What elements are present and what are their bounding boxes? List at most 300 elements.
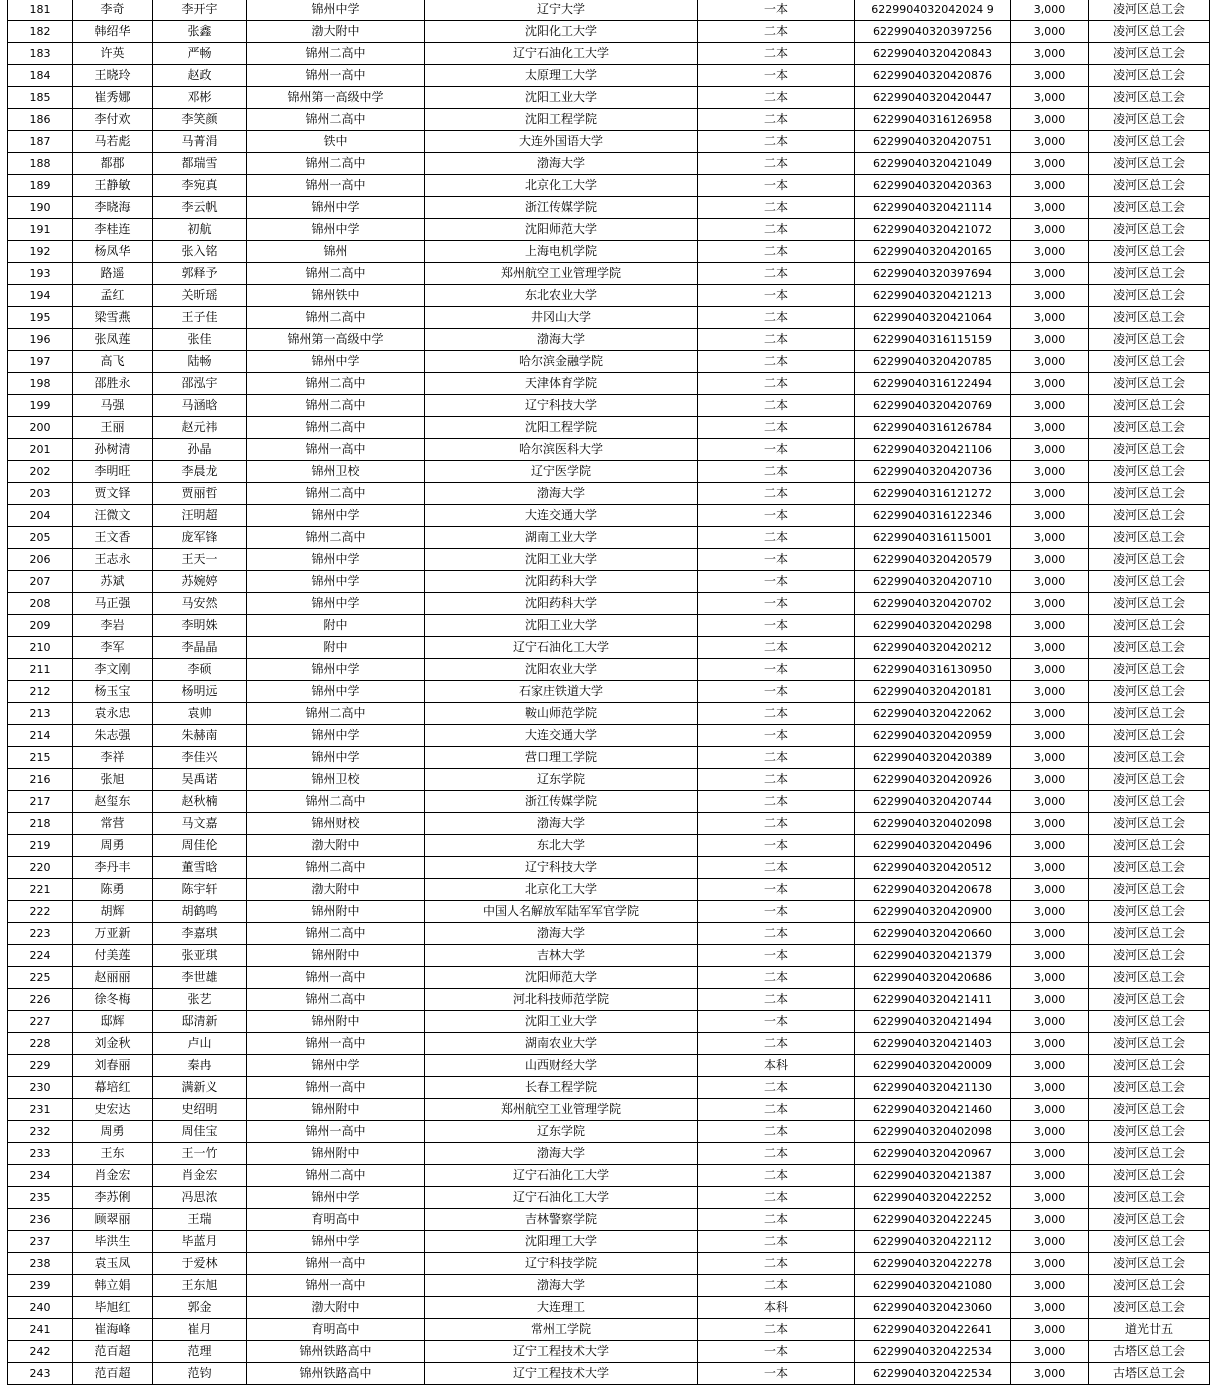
university-cell: 井冈山大学	[425, 307, 698, 329]
university-cell: 中国人名解放军陆军军官学院	[425, 901, 698, 923]
union-org-cell: 凌河区总工会	[1089, 219, 1210, 241]
admission-tier-cell: 二本	[698, 87, 855, 109]
parent-name-cell: 马若彪	[73, 131, 153, 153]
row-number-cell: 238	[8, 1253, 73, 1275]
amount-cell: 3,000	[1011, 1121, 1089, 1143]
high-school-cell: 锦州中学	[247, 505, 425, 527]
amount-cell: 3,000	[1011, 879, 1089, 901]
high-school-cell: 锦州中学	[247, 1187, 425, 1209]
admission-tier-cell: 二本	[698, 153, 855, 175]
student-name-cell: 王一竹	[153, 1143, 247, 1165]
amount-cell: 3,000	[1011, 967, 1089, 989]
parent-name-cell: 王静敏	[73, 175, 153, 197]
bank-account-cell: 62299040320420512	[855, 857, 1011, 879]
high-school-cell: 锦州	[247, 241, 425, 263]
union-org-cell: 凌河区总工会	[1089, 439, 1210, 461]
high-school-cell: 锦州一高中	[247, 439, 425, 461]
bank-account-cell: 62299040320420165	[855, 241, 1011, 263]
university-cell: 天津体育学院	[425, 373, 698, 395]
parent-name-cell: 孟红	[73, 285, 153, 307]
bank-account-cell: 62299040320420876	[855, 65, 1011, 87]
student-name-cell: 初航	[153, 219, 247, 241]
admission-tier-cell: 一本	[698, 681, 855, 703]
table-row	[8, 329, 1210, 351]
row-number-cell: 235	[8, 1187, 73, 1209]
high-school-cell: 渤大附中	[247, 835, 425, 857]
union-org-cell: 凌河区总工会	[1089, 351, 1210, 373]
amount-cell: 3,000	[1011, 989, 1089, 1011]
bank-account-cell: 62299040316115001	[855, 527, 1011, 549]
high-school-cell: 育明高中	[247, 1319, 425, 1341]
amount-cell: 3,000	[1011, 1363, 1089, 1385]
amount-cell: 3,000	[1011, 1099, 1089, 1121]
admission-tier-cell: 二本	[698, 219, 855, 241]
parent-name-cell: 王东	[73, 1143, 153, 1165]
high-school-cell: 锦州二高中	[247, 483, 425, 505]
amount-cell: 3,000	[1011, 109, 1089, 131]
amount-cell: 3,000	[1011, 483, 1089, 505]
parent-name-cell: 崔海峰	[73, 1319, 153, 1341]
amount-cell: 3,000	[1011, 681, 1089, 703]
table-row	[8, 65, 1210, 87]
university-cell: 辽宁工程技术大学	[425, 1363, 698, 1385]
student-name-cell: 赵政	[153, 65, 247, 87]
admission-tier-cell: 二本	[698, 791, 855, 813]
admission-tier-cell: 二本	[698, 1231, 855, 1253]
row-number-cell: 210	[8, 637, 73, 659]
union-org-cell: 凌河区总工会	[1089, 285, 1210, 307]
admission-tier-cell: 二本	[698, 703, 855, 725]
table-row	[8, 835, 1210, 857]
university-cell: 东北大学	[425, 835, 698, 857]
bank-account-cell: 62299040320421114	[855, 197, 1011, 219]
bank-account-cell: 62299040320420363	[855, 175, 1011, 197]
admission-tier-cell: 一本	[698, 439, 855, 461]
table-row	[8, 637, 1210, 659]
admission-tier-cell: 二本	[698, 857, 855, 879]
table-row	[8, 483, 1210, 505]
parent-name-cell: 汪微文	[73, 505, 153, 527]
row-number-cell: 196	[8, 329, 73, 351]
high-school-cell: 锦州二高中	[247, 527, 425, 549]
amount-cell: 3,000	[1011, 329, 1089, 351]
high-school-cell: 锦州中学	[247, 659, 425, 681]
university-cell: 辽宁石油化工大学	[425, 1187, 698, 1209]
admission-tier-cell: 二本	[698, 1275, 855, 1297]
admission-tier-cell: 二本	[698, 43, 855, 65]
student-name-cell: 周佳宝	[153, 1121, 247, 1143]
union-org-cell: 凌河区总工会	[1089, 43, 1210, 65]
row-number-cell: 225	[8, 967, 73, 989]
row-number-cell: 239	[8, 1275, 73, 1297]
parent-name-cell: 范百超	[73, 1363, 153, 1385]
student-name-cell: 王子佳	[153, 307, 247, 329]
amount-cell: 3,000	[1011, 527, 1089, 549]
parent-name-cell: 李苏俐	[73, 1187, 153, 1209]
admission-tier-cell: 二本	[698, 637, 855, 659]
admission-tier-cell: 二本	[698, 1187, 855, 1209]
bank-account-cell: 62299040320420785	[855, 351, 1011, 373]
high-school-cell: 锦州财校	[247, 813, 425, 835]
amount-cell: 3,000	[1011, 703, 1089, 725]
bank-account-cell: 62299040320421403	[855, 1033, 1011, 1055]
high-school-cell: 锦州二高中	[247, 857, 425, 879]
amount-cell: 3,000	[1011, 351, 1089, 373]
admission-tier-cell: 一本	[698, 1341, 855, 1363]
student-name-cell: 马涵晗	[153, 395, 247, 417]
high-school-cell: 锦州二高中	[247, 923, 425, 945]
admission-tier-cell: 二本	[698, 527, 855, 549]
bank-account-cell: 62299040316126784	[855, 417, 1011, 439]
parent-name-cell: 高飞	[73, 351, 153, 373]
student-name-cell: 张佳	[153, 329, 247, 351]
amount-cell: 3,000	[1011, 131, 1089, 153]
high-school-cell: 锦州卫校	[247, 769, 425, 791]
high-school-cell: 锦州二高中	[247, 307, 425, 329]
union-org-cell: 凌河区总工会	[1089, 813, 1210, 835]
bank-account-cell: 62299040320420967	[855, 1143, 1011, 1165]
table-row	[8, 21, 1210, 43]
bank-account-cell: 62299040320421494	[855, 1011, 1011, 1033]
bank-account-cell: 62299040320421049	[855, 153, 1011, 175]
parent-name-cell: 马正强	[73, 593, 153, 615]
amount-cell: 3,000	[1011, 307, 1089, 329]
amount-cell: 3,000	[1011, 0, 1089, 21]
row-number-cell: 191	[8, 219, 73, 241]
high-school-cell: 锦州第一高级中学	[247, 87, 425, 109]
parent-name-cell: 朱志强	[73, 725, 153, 747]
table-row	[8, 1143, 1210, 1165]
table-row	[8, 1165, 1210, 1187]
university-cell: 太原理工大学	[425, 65, 698, 87]
union-org-cell: 凌河区总工会	[1089, 945, 1210, 967]
table-row	[8, 703, 1210, 725]
parent-name-cell: 常营	[73, 813, 153, 835]
row-number-cell: 202	[8, 461, 73, 483]
amount-cell: 3,000	[1011, 1275, 1089, 1297]
admission-tier-cell: 二本	[698, 1143, 855, 1165]
row-number-cell: 236	[8, 1209, 73, 1231]
amount-cell: 3,000	[1011, 439, 1089, 461]
high-school-cell: 锦州铁中	[247, 285, 425, 307]
parent-name-cell: 都郡	[73, 153, 153, 175]
union-org-cell: 凌河区总工会	[1089, 791, 1210, 813]
university-cell: 辽宁石油化工大学	[425, 1165, 698, 1187]
row-number-cell: 228	[8, 1033, 73, 1055]
student-name-cell: 马文嘉	[153, 813, 247, 835]
high-school-cell: 锦州中学	[247, 0, 425, 21]
university-cell: 辽宁石油化工大学	[425, 637, 698, 659]
table-row	[8, 461, 1210, 483]
high-school-cell: 锦州中学	[247, 1055, 425, 1077]
high-school-cell: 锦州二高中	[247, 395, 425, 417]
bank-account-cell: 62299040320420298	[855, 615, 1011, 637]
union-org-cell: 凌河区总工会	[1089, 0, 1210, 21]
parent-name-cell: 王志永	[73, 549, 153, 571]
table-row	[8, 395, 1210, 417]
row-number-cell: 189	[8, 175, 73, 197]
high-school-cell: 锦州中学	[247, 747, 425, 769]
admission-tier-cell: 一本	[698, 879, 855, 901]
university-cell: 沈阳工业大学	[425, 615, 698, 637]
bank-account-cell: 62299040320420181	[855, 681, 1011, 703]
parent-name-cell: 万亚新	[73, 923, 153, 945]
parent-name-cell: 范百超	[73, 1341, 153, 1363]
amount-cell: 3,000	[1011, 637, 1089, 659]
admission-tier-cell: 一本	[698, 65, 855, 87]
admission-tier-cell: 二本	[698, 483, 855, 505]
row-number-cell: 211	[8, 659, 73, 681]
high-school-cell: 附中	[247, 615, 425, 637]
bank-account-cell: 62299040320420959	[855, 725, 1011, 747]
high-school-cell: 锦州中学	[247, 681, 425, 703]
union-org-cell: 凌河区总工会	[1089, 967, 1210, 989]
union-org-cell: 凌河区总工会	[1089, 571, 1210, 593]
admission-tier-cell: 二本	[698, 307, 855, 329]
high-school-cell: 锦州一高中	[247, 65, 425, 87]
amount-cell: 3,000	[1011, 945, 1089, 967]
admission-tier-cell: 二本	[698, 241, 855, 263]
bank-account-cell: 62299040320420926	[855, 769, 1011, 791]
amount-cell: 3,000	[1011, 87, 1089, 109]
high-school-cell: 育明高中	[247, 1209, 425, 1231]
table-row	[8, 769, 1210, 791]
table-row	[8, 1253, 1210, 1275]
table-row	[8, 593, 1210, 615]
row-number-cell: 240	[8, 1297, 73, 1319]
bank-account-cell: 6229904032042024 9	[855, 0, 1011, 21]
row-number-cell: 208	[8, 593, 73, 615]
table-row	[8, 505, 1210, 527]
bank-account-cell: 62299040320422641	[855, 1319, 1011, 1341]
union-org-cell: 凌河区总工会	[1089, 527, 1210, 549]
bank-account-cell: 62299040320423060	[855, 1297, 1011, 1319]
student-name-cell: 董雪晗	[153, 857, 247, 879]
admission-tier-cell: 二本	[698, 109, 855, 131]
row-number-cell: 201	[8, 439, 73, 461]
amount-cell: 3,000	[1011, 835, 1089, 857]
row-number-cell: 215	[8, 747, 73, 769]
university-cell: 哈尔滨金融学院	[425, 351, 698, 373]
amount-cell: 3,000	[1011, 813, 1089, 835]
admission-tier-cell: 一本	[698, 549, 855, 571]
student-name-cell: 张鑫	[153, 21, 247, 43]
union-org-cell: 凌河区总工会	[1089, 263, 1210, 285]
parent-name-cell: 王晓玲	[73, 65, 153, 87]
parent-name-cell: 赵丽丽	[73, 967, 153, 989]
bank-account-cell: 62299040320421387	[855, 1165, 1011, 1187]
bank-account-cell: 62299040320420447	[855, 87, 1011, 109]
admission-tier-cell: 一本	[698, 945, 855, 967]
high-school-cell: 锦州铁路高中	[247, 1363, 425, 1385]
parent-name-cell: 周勇	[73, 1121, 153, 1143]
student-name-cell: 张入铭	[153, 241, 247, 263]
amount-cell: 3,000	[1011, 43, 1089, 65]
student-name-cell: 马安然	[153, 593, 247, 615]
student-name-cell: 李硕	[153, 659, 247, 681]
university-cell: 渤海大学	[425, 923, 698, 945]
row-number-cell: 221	[8, 879, 73, 901]
university-cell: 北京化工大学	[425, 175, 698, 197]
amount-cell: 3,000	[1011, 901, 1089, 923]
bank-account-cell: 62299040320420579	[855, 549, 1011, 571]
university-cell: 北京化工大学	[425, 879, 698, 901]
bank-account-cell: 62299040320422278	[855, 1253, 1011, 1275]
amount-cell: 3,000	[1011, 725, 1089, 747]
high-school-cell: 锦州二高中	[247, 153, 425, 175]
union-org-cell: 凌河区总工会	[1089, 681, 1210, 703]
table-row	[8, 945, 1210, 967]
high-school-cell: 锦州一高中	[247, 1253, 425, 1275]
row-number-cell: 200	[8, 417, 73, 439]
university-cell: 吉林大学	[425, 945, 698, 967]
high-school-cell: 锦州中学	[247, 593, 425, 615]
admission-tier-cell: 二本	[698, 131, 855, 153]
bank-account-cell: 62299040320422534	[855, 1363, 1011, 1385]
table-row	[8, 615, 1210, 637]
amount-cell: 3,000	[1011, 923, 1089, 945]
table-row	[8, 307, 1210, 329]
row-number-cell: 188	[8, 153, 73, 175]
row-number-cell: 218	[8, 813, 73, 835]
amount-cell: 3,000	[1011, 571, 1089, 593]
parent-name-cell: 李祥	[73, 747, 153, 769]
row-number-cell: 237	[8, 1231, 73, 1253]
student-name-cell: 范理	[153, 1341, 247, 1363]
union-org-cell: 凌河区总工会	[1089, 395, 1210, 417]
bank-account-cell: 62299040320421080	[855, 1275, 1011, 1297]
bank-account-cell: 62299040320420389	[855, 747, 1011, 769]
high-school-cell: 锦州附中	[247, 945, 425, 967]
table-row	[8, 1297, 1210, 1319]
university-cell: 鞍山师范学院	[425, 703, 698, 725]
student-name-cell: 袁帅	[153, 703, 247, 725]
row-number-cell: 230	[8, 1077, 73, 1099]
admission-tier-cell: 二本	[698, 1209, 855, 1231]
high-school-cell: 锦州卫校	[247, 461, 425, 483]
high-school-cell: 锦州中学	[247, 351, 425, 373]
university-cell: 辽宁科技大学	[425, 395, 698, 417]
table-row	[8, 131, 1210, 153]
admission-tier-cell: 二本	[698, 395, 855, 417]
university-cell: 哈尔滨医科大学	[425, 439, 698, 461]
row-number-cell: 212	[8, 681, 73, 703]
table-row	[8, 1231, 1210, 1253]
university-cell: 沈阳工业大学	[425, 87, 698, 109]
union-org-cell: 凌河区总工会	[1089, 1121, 1210, 1143]
student-name-cell: 吴禹诺	[153, 769, 247, 791]
table-row	[8, 1319, 1210, 1341]
bank-account-cell: 62299040316126958	[855, 109, 1011, 131]
bank-account-cell: 62299040320421130	[855, 1077, 1011, 1099]
admission-tier-cell: 二本	[698, 351, 855, 373]
union-org-cell: 凌河区总工会	[1089, 109, 1210, 131]
table-row	[8, 571, 1210, 593]
parent-name-cell: 毕旭红	[73, 1297, 153, 1319]
parent-name-cell: 袁玉凤	[73, 1253, 153, 1275]
union-org-cell: 凌河区总工会	[1089, 923, 1210, 945]
parent-name-cell: 孙树清	[73, 439, 153, 461]
amount-cell: 3,000	[1011, 593, 1089, 615]
university-cell: 常州工学院	[425, 1319, 698, 1341]
bank-account-cell: 62299040320422534	[855, 1341, 1011, 1363]
high-school-cell: 锦州一高中	[247, 1275, 425, 1297]
amount-cell: 3,000	[1011, 65, 1089, 87]
student-name-cell: 李嘉琪	[153, 923, 247, 945]
admission-tier-cell: 一本	[698, 901, 855, 923]
admission-tier-cell: 二本	[698, 923, 855, 945]
admission-tier-cell: 一本	[698, 175, 855, 197]
student-name-cell: 陈宇轩	[153, 879, 247, 901]
row-number-cell: 234	[8, 1165, 73, 1187]
admission-tier-cell: 二本	[698, 1033, 855, 1055]
parent-name-cell: 韩绍华	[73, 21, 153, 43]
row-number-cell: 233	[8, 1143, 73, 1165]
amount-cell: 3,000	[1011, 1319, 1089, 1341]
amount-cell: 3,000	[1011, 1297, 1089, 1319]
union-org-cell: 凌河区总工会	[1089, 1143, 1210, 1165]
row-number-cell: 219	[8, 835, 73, 857]
amount-cell: 3,000	[1011, 1143, 1089, 1165]
union-org-cell: 凌河区总工会	[1089, 131, 1210, 153]
parent-name-cell: 李晓海	[73, 197, 153, 219]
union-org-cell: 凌河区总工会	[1089, 725, 1210, 747]
row-number-cell: 220	[8, 857, 73, 879]
university-cell: 营口理工学院	[425, 747, 698, 769]
amount-cell: 3,000	[1011, 1231, 1089, 1253]
student-name-cell: 郭金	[153, 1297, 247, 1319]
parent-name-cell: 李付欢	[73, 109, 153, 131]
table-row	[8, 901, 1210, 923]
bank-account-cell: 62299040320421379	[855, 945, 1011, 967]
table-row	[8, 989, 1210, 1011]
admission-tier-cell: 一本	[698, 1011, 855, 1033]
high-school-cell: 锦州一高中	[247, 175, 425, 197]
union-org-cell: 凌河区总工会	[1089, 461, 1210, 483]
union-org-cell: 凌河区总工会	[1089, 21, 1210, 43]
table-row	[8, 197, 1210, 219]
university-cell: 大连外国语大学	[425, 131, 698, 153]
row-number-cell: 181	[8, 0, 73, 21]
table-row	[8, 1121, 1210, 1143]
union-org-cell: 凌河区总工会	[1089, 1055, 1210, 1077]
student-name-cell: 史绍明	[153, 1099, 247, 1121]
row-number-cell: 198	[8, 373, 73, 395]
amount-cell: 3,000	[1011, 1165, 1089, 1187]
amount-cell: 3,000	[1011, 1055, 1089, 1077]
university-cell: 河北科技师范学院	[425, 989, 698, 1011]
university-cell: 沈阳理工大学	[425, 1231, 698, 1253]
university-cell: 大连交通大学	[425, 725, 698, 747]
student-name-cell: 于爱林	[153, 1253, 247, 1275]
table-row	[8, 263, 1210, 285]
bank-account-cell: 62299040316122494	[855, 373, 1011, 395]
high-school-cell: 锦州中学	[247, 219, 425, 241]
bank-account-cell: 62299040320422062	[855, 703, 1011, 725]
amount-cell: 3,000	[1011, 1033, 1089, 1055]
university-cell: 沈阳师范大学	[425, 219, 698, 241]
union-org-cell: 凌河区总工会	[1089, 989, 1210, 1011]
amount-cell: 3,000	[1011, 747, 1089, 769]
parent-name-cell: 李桂连	[73, 219, 153, 241]
table-row	[8, 725, 1210, 747]
admission-tier-cell: 二本	[698, 197, 855, 219]
university-cell: 辽东学院	[425, 769, 698, 791]
university-cell: 辽宁医学院	[425, 461, 698, 483]
union-org-cell: 凌河区总工会	[1089, 901, 1210, 923]
table-row	[8, 351, 1210, 373]
bank-account-cell: 62299040316130950	[855, 659, 1011, 681]
